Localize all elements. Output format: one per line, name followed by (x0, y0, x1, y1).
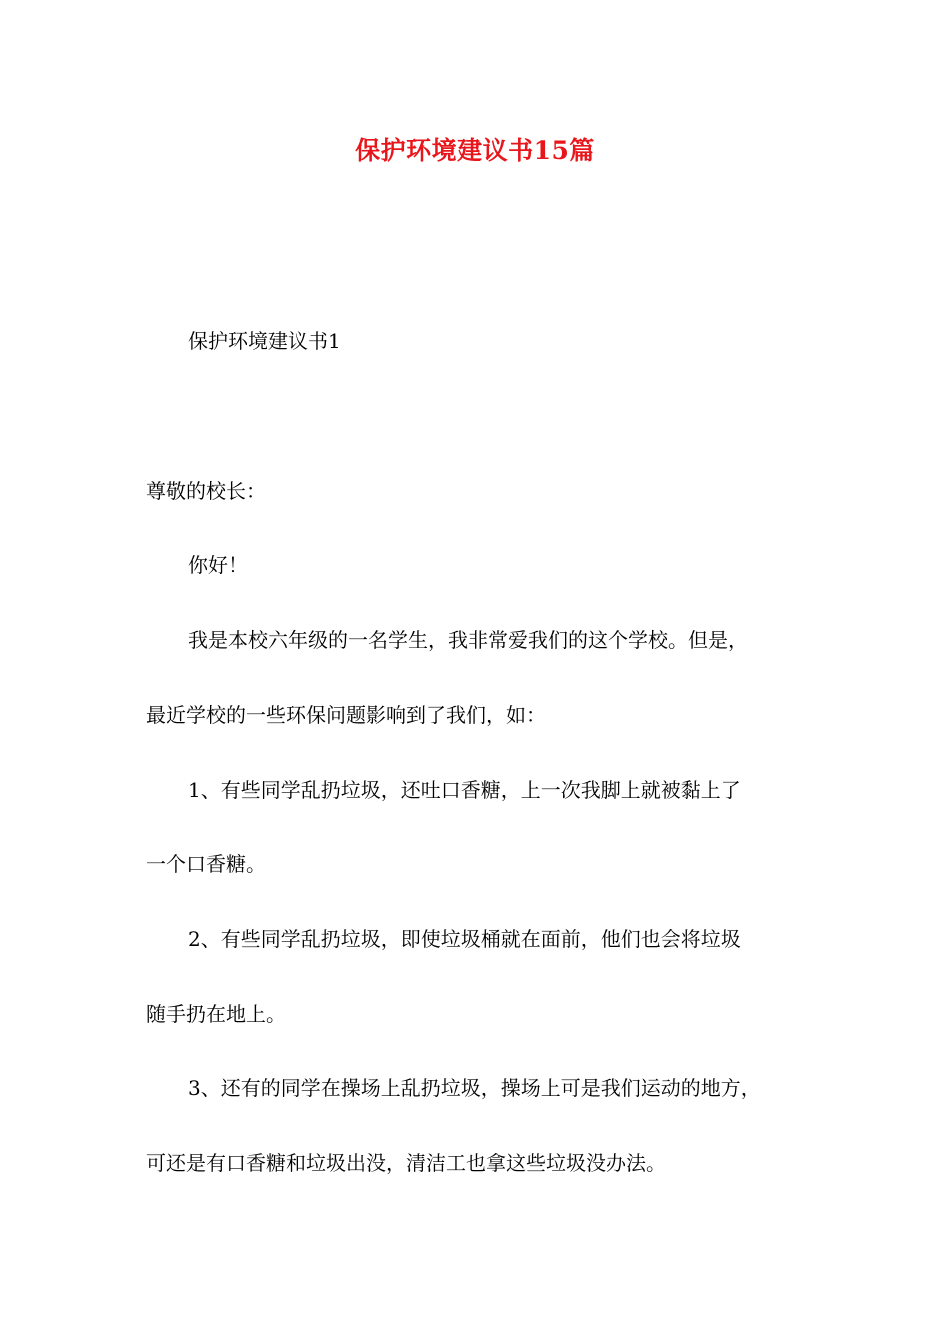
salutation: 尊敬的校长： (146, 479, 266, 503)
list-item-line: 2、有些同学乱扔垃圾，即使垃圾桶就在面前，他们也会将垃圾 (188, 927, 741, 951)
list-item-line: 一个口香糖。 (146, 852, 266, 876)
list-item-line: 1、有些同学乱扔垃圾，还吐口香糖，上一次我脚上就被黏上了 (188, 778, 741, 802)
paragraph-line: 最近学校的一些环保问题影响到了我们，如： (146, 703, 546, 727)
document-title: 保护环境建议书15篇 (355, 136, 595, 165)
greeting: 你好！ (188, 553, 248, 577)
list-item-line: 随手扔在地上。 (146, 1002, 286, 1026)
list-item-line: 可还是有口香糖和垃圾出没，清洁工也拿这些垃圾没办法。 (146, 1151, 666, 1175)
list-item-line: 3、还有的同学在操场上乱扔垃圾，操场上可是我们运动的地方， (188, 1076, 761, 1100)
section-heading: 保护环境建议书1 (188, 329, 341, 353)
paragraph-line: 我是本校六年级的一名学生，我非常爱我们的这个学校。但是， (188, 628, 748, 652)
